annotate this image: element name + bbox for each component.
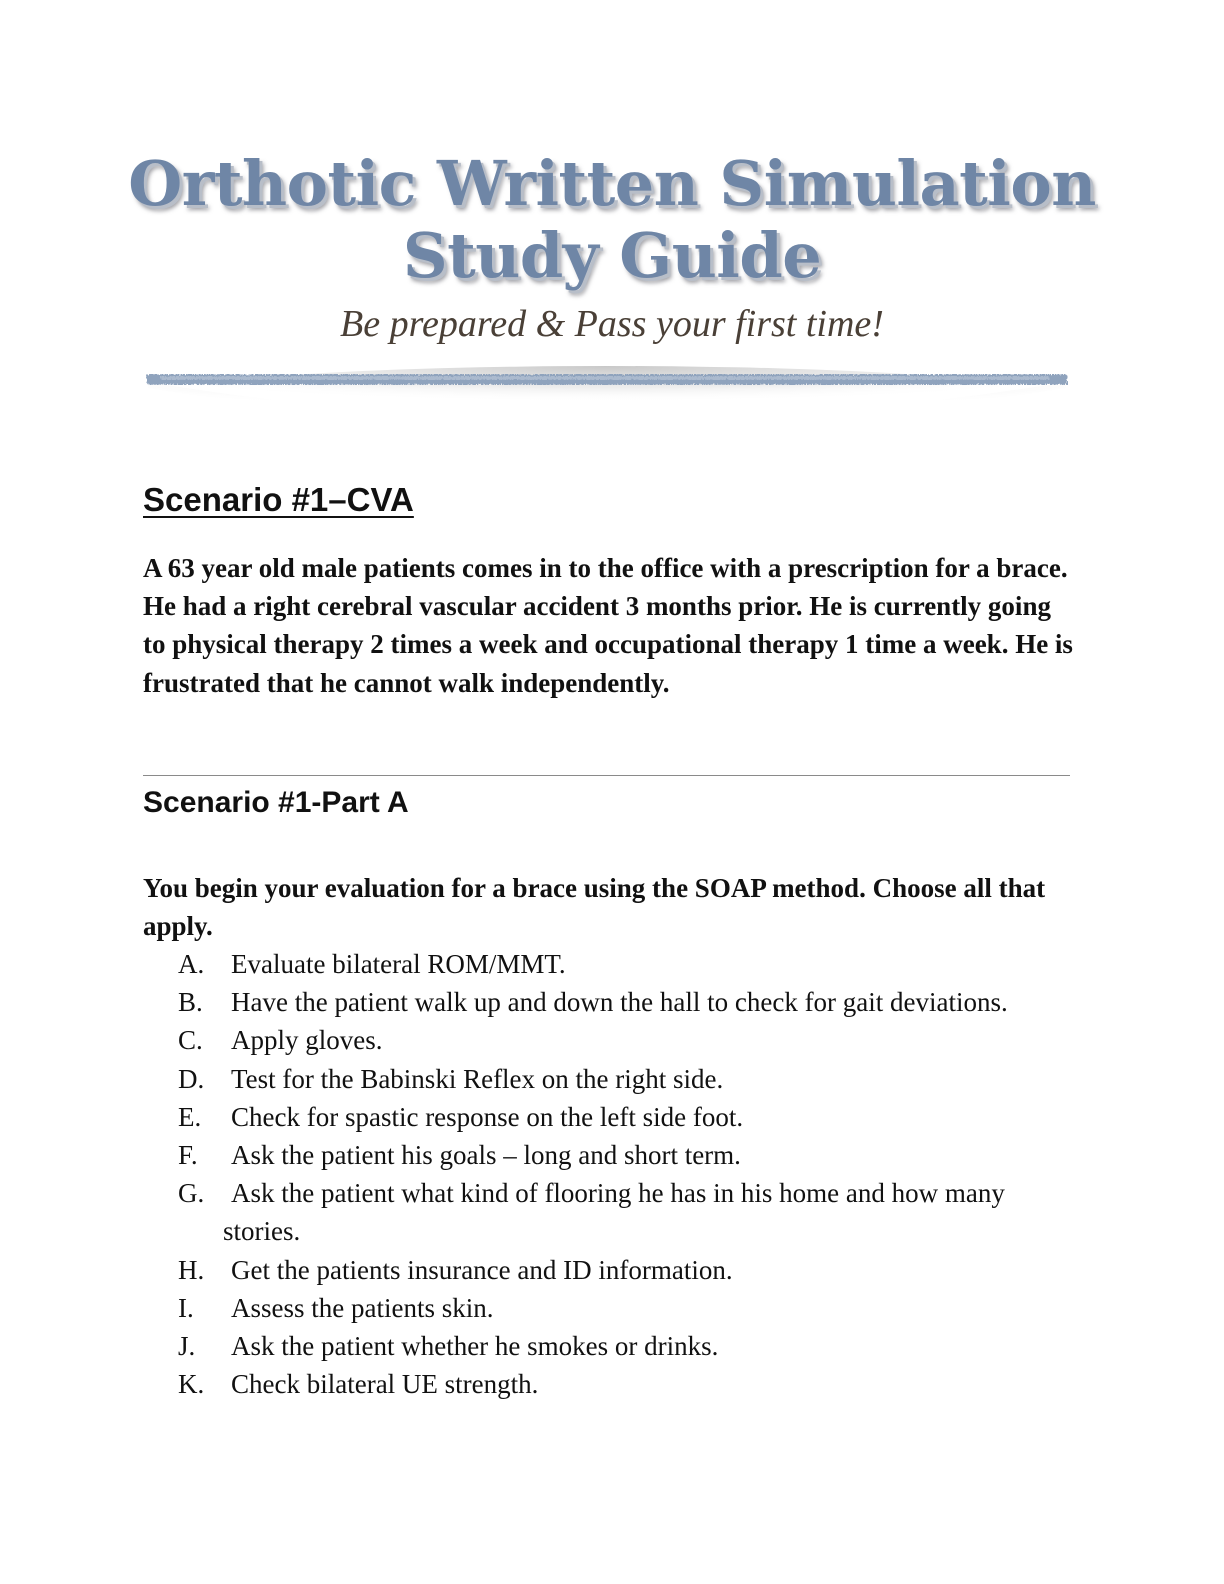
part-a-heading: Scenario #1-Part A bbox=[143, 786, 409, 819]
brush-stroke-highlight bbox=[160, 376, 1050, 380]
option-k bbox=[178, 1365, 1058, 1403]
option-i bbox=[178, 1289, 1058, 1327]
option-c bbox=[178, 1021, 1058, 1059]
option-letter: A. bbox=[178, 949, 205, 979]
option-text: Ask the patient his goals – long and short term. bbox=[231, 1140, 741, 1171]
document-title-line-1: Orthotic Written Simulation bbox=[128, 147, 1096, 220]
option-text-wrapper bbox=[223, 1174, 1058, 1250]
option-letter: F. bbox=[178, 1140, 198, 1171]
option-letter: K. bbox=[178, 1369, 205, 1400]
part-a-question: You begin your evaluation for a brace using the SOAP method. Choose all that apply. bbox=[143, 873, 1046, 942]
option-d bbox=[178, 1060, 1058, 1098]
option-letter: E. bbox=[178, 1101, 202, 1132]
option-letter: C. bbox=[178, 1025, 203, 1056]
option-g bbox=[178, 1174, 1058, 1250]
option-letter: G. bbox=[178, 1178, 205, 1209]
option-e bbox=[178, 1098, 1058, 1136]
option-j bbox=[178, 1327, 1058, 1365]
option-text: Check for spastic response on the left side foot. bbox=[231, 1101, 744, 1132]
option-text: Ask the patient what kind of flooring he has in his home and how many bbox=[231, 1178, 1005, 1209]
scenario-heading: Scenario #1–CVA bbox=[143, 481, 414, 518]
scenario-description: A 63 year old male patients comes in to the office with a prescription for a brace. He had a right cerebral vascular accident 3 months prior. He is currently going to physical therapy 2 times a week and occupational therapy 1 time a week. He is frustrated that he cannot walk independently. bbox=[143, 553, 1073, 698]
option-text: Assess the patients skin. bbox=[231, 1292, 494, 1323]
option-text-continued: stories. bbox=[223, 1216, 301, 1247]
option-text: Ask the patient whether he smokes or drinks. bbox=[231, 1331, 719, 1362]
option-text: Apply gloves. bbox=[231, 1025, 383, 1056]
document-subtitle: Be prepared & Pass your first time! bbox=[340, 303, 884, 345]
option-letter: I. bbox=[178, 1292, 194, 1323]
option-letter: D. bbox=[178, 1063, 205, 1094]
horizontal-divider bbox=[143, 775, 1070, 776]
option-h bbox=[178, 1251, 1058, 1289]
option-a bbox=[178, 945, 1058, 983]
document-title-line-2: Study Guide bbox=[402, 219, 822, 292]
option-letter: H. bbox=[178, 1254, 205, 1285]
option-text: Get the patients insurance and ID information. bbox=[231, 1254, 733, 1285]
decorative-brush-divider bbox=[140, 366, 1074, 446]
option-f bbox=[178, 1136, 1058, 1174]
option-text: Have the patient walk up and down the hall to check for gait deviations. bbox=[231, 987, 1008, 1018]
option-b bbox=[178, 983, 1058, 1021]
option-letter: J. bbox=[178, 1331, 196, 1362]
option-letter: B. bbox=[178, 987, 203, 1018]
option-text: Evaluate bilateral ROM/MMT. bbox=[231, 949, 566, 979]
option-text: Check bilateral UE strength. bbox=[231, 1369, 539, 1400]
answer-options-list bbox=[178, 945, 1058, 1403]
option-text: Test for the Babinski Reflex on the right side. bbox=[231, 1063, 724, 1094]
